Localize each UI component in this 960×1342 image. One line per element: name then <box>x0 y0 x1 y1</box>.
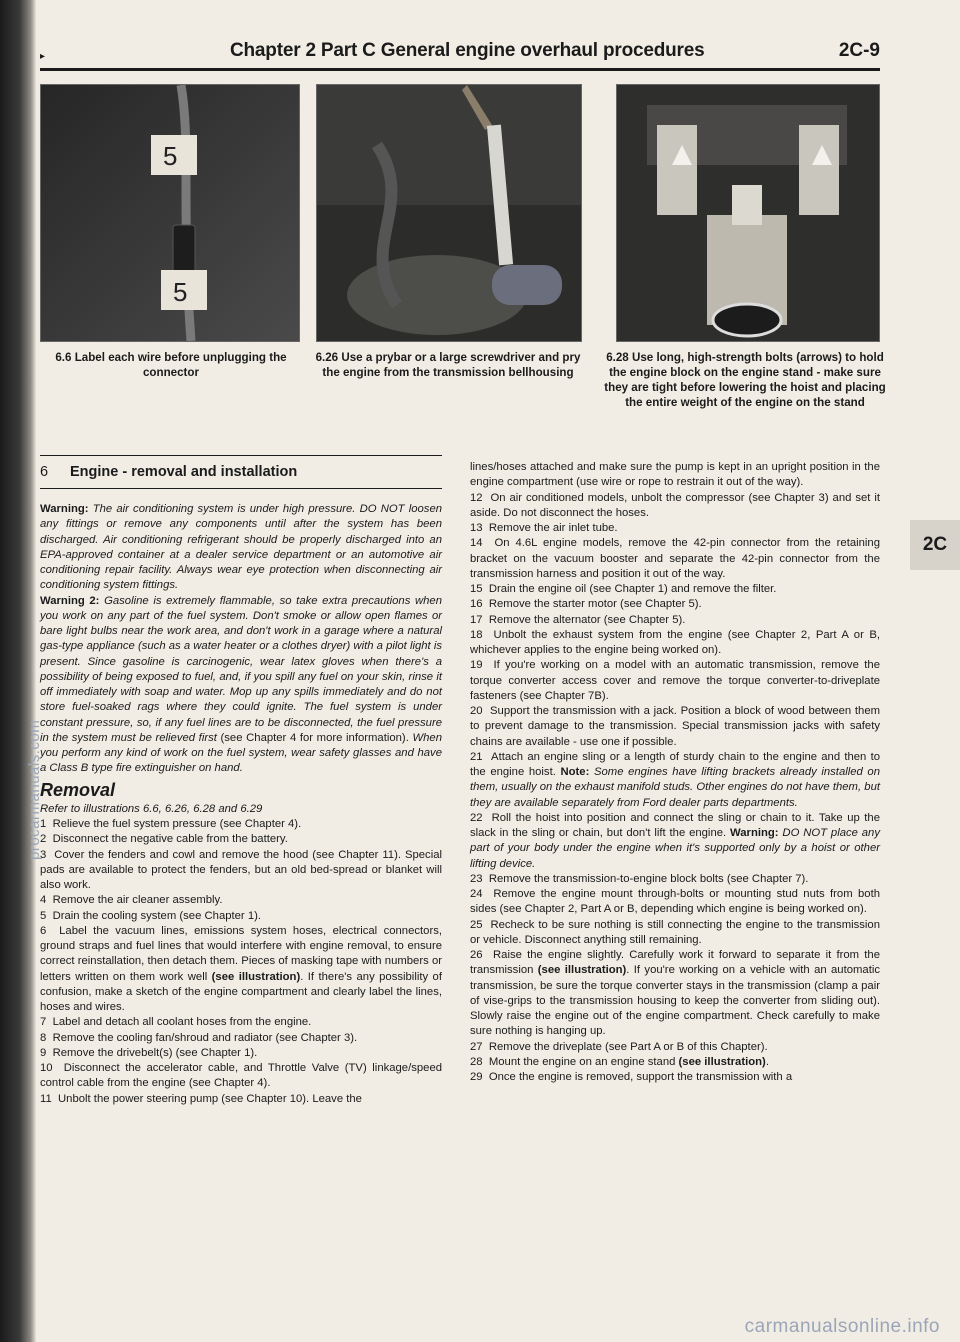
step-number: 19 <box>470 659 494 672</box>
step-19 <box>470 658 880 704</box>
step-number: 28 <box>470 1055 489 1068</box>
step-number: 20 <box>470 705 491 717</box>
step-9 <box>40 1046 442 1061</box>
step-text: Label and detach all coolant hoses from the engine. <box>52 1016 312 1029</box>
step-text: On air conditioned models, unbolt the compressor (see Chapter 3) and set it aside. Do not disconnect the hoses. <box>470 491 880 519</box>
warning-1-text: The air conditioning system is under high pressure. DO NOT loosen any fittings or remove any components until after the system has been discharged. Air conditioning refrigerant should be properly discharged into an EPA-approved container at a dealer service department or an automotive air conditioning repair facility. Always wear eye protection when disconnecting air conditioning system fittings. <box>40 503 443 592</box>
step-number: 1 <box>40 818 53 830</box>
step-text: Label the vacuum lines, emissions system hoses, electrical connectors, ground straps and fuel lines that would interfere with engine removal, to ensure correct reinstallation, then detach them. Pieces of masking tape with numbers or letters written on them work well <box>40 924 442 983</box>
warning-1 <box>40 502 442 594</box>
step-italic: DO NOT place any part of your body under the engine when it's supported only by a hoist or other lifting device. <box>470 827 880 870</box>
step-number: 8 <box>40 1031 53 1044</box>
section-number: 6 <box>40 464 49 480</box>
step-10 <box>40 1061 442 1092</box>
step-number: 18 <box>470 628 494 641</box>
step-16 <box>470 597 880 612</box>
step-25 <box>470 918 880 949</box>
step-28 <box>470 1055 880 1070</box>
step-number: 22 <box>470 811 492 824</box>
step-text: Support the transmission with a jack. Position a block of wood between them to prevent damage to the transmission. Special transmission jacks with safety chains are available - use one if possible. <box>470 705 881 748</box>
wire-label-2: 5 <box>173 277 188 307</box>
step-number: 29 <box>470 1071 489 1083</box>
step-text: Relieve the fuel system pressure (see Chapter 4). <box>52 818 302 830</box>
step-number: 16 <box>470 598 489 611</box>
step-text: Cover the fenders and cowl and remove the hood (see Chapter 11). Special pads are available to protect the fenders, but an old bed-spread or blanket will also work. <box>40 848 442 891</box>
figure-6-6-photo <box>40 84 300 342</box>
step-italic: Some engines have lifting brackets already installed on them, usually on the exhaust manifold studs. Other engines do not have them, but they are available separately from Ford dealer parts departments. <box>470 766 880 809</box>
step-number: 11 <box>40 1092 59 1105</box>
step-2 <box>40 832 442 847</box>
step-number: 13 <box>470 522 489 534</box>
step-number: 7 <box>40 1016 53 1029</box>
right-continuation: lines/hoses attached and make sure the pump is kept in an upright position in the engine compartment (use wire or rope to restrain it out of the way). <box>470 461 880 489</box>
step-14 <box>470 536 880 582</box>
step-number: 12 <box>470 491 491 504</box>
step-23 <box>470 872 880 887</box>
step-number: 14 <box>470 537 495 550</box>
step-number: 3 <box>40 848 55 861</box>
step-text: Recheck to be sure nothing is still connecting the engine to the transmission or vehicle. Disconnect anything still remaining. <box>470 918 881 946</box>
removal-refer: Refer to illustrations 6.6, 6.26, 6.28 and 6.29 <box>40 802 263 815</box>
warning-2 <box>40 594 442 777</box>
step-1 <box>40 817 442 832</box>
warning-1-label: Warning: <box>40 503 89 515</box>
section-title: Engine - removal and installation <box>70 464 298 480</box>
step-4 <box>40 893 442 908</box>
step-after: . <box>765 1055 769 1068</box>
step-number: 25 <box>470 918 491 931</box>
step-12 <box>470 491 880 522</box>
step-number: 15 <box>470 583 489 595</box>
step-bold: Note: <box>560 766 590 778</box>
step-number: 26 <box>470 949 493 961</box>
header-arrow: ▸ <box>40 51 46 62</box>
step-text: Disconnect the accelerator cable, and Throttle Valve (TV) linkage/speed control cable from the engine (see Chapter 4). <box>40 1062 443 1090</box>
step-6 <box>40 924 442 1016</box>
step-21 <box>470 750 880 811</box>
removal-steps-right <box>470 491 880 1086</box>
step-text: Remove the air cleaner assembly. <box>52 894 223 907</box>
figure-6-26-photo <box>316 84 582 342</box>
step-15 <box>470 582 880 597</box>
step-text: Remove the transmission-to-engine block bolts (see Chapter 7). <box>488 872 809 885</box>
step-20 <box>470 704 880 750</box>
step-13 <box>470 521 880 536</box>
step-18 <box>470 628 880 659</box>
step-after: . If there's any possibility of confusion, make a sketch of the engine compartment and clearly label the lines, hoses and wires. <box>40 970 442 1013</box>
step-number: 17 <box>470 613 489 626</box>
step-bold: (see illustration) <box>211 970 301 983</box>
step-text: Remove the starter motor (see Chapter 5). <box>488 598 702 611</box>
step-after: . If you're working on a vehicle with an automatic transmission, be sure the torque converter stays in the transmission (clamp a pair of vise-grips to the transmission housing to keep the converter from sliding out). Slowly raise the engine out of the engine compartment. Check carefully to make sure nothing is hanging up. <box>470 964 880 1038</box>
step-text: Drain the engine oil (see Chapter 1) and remove the filter. <box>488 583 777 595</box>
step-text: Remove the air inlet tube. <box>488 522 618 534</box>
header-rule <box>40 68 880 71</box>
step-22 <box>470 811 880 872</box>
step-text: Remove the cooling fan/shroud and radiator (see Chapter 3). <box>52 1031 358 1044</box>
left-column <box>40 502 442 1107</box>
step-number: 24 <box>470 888 494 900</box>
step-number: 2 <box>40 833 53 846</box>
step-text: If you're working on a model with an automatic transmission, remove the torque converter access cover and remove the torque converter-to-driveplate fasteners (see Chapter 7B). <box>470 659 880 702</box>
step-text: Mount the engine on an engine stand <box>488 1055 676 1068</box>
step-number: 27 <box>470 1040 489 1053</box>
step-bold: (see illustration) <box>678 1055 766 1068</box>
removal-heading: Removal <box>40 779 116 800</box>
page-number: 2C-9 <box>838 40 880 61</box>
step-27 <box>470 1040 880 1055</box>
step-text: Unbolt the power steering pump (see Chapter 10). Leave the <box>58 1092 362 1105</box>
step-number: 21 <box>470 750 492 763</box>
step-number: 5 <box>40 909 53 922</box>
chapter-side-tab: 2C <box>910 520 960 570</box>
step-text: Raise the engine slightly. Carefully work it forward to separate it from the transmission <box>470 949 880 977</box>
step-number: 9 <box>40 1046 53 1059</box>
page-title: Chapter 2 Part C General engine overhaul procedures <box>230 40 705 61</box>
wire-label-1: 5 <box>163 141 178 171</box>
step-text: Disconnect the negative cable from the battery. <box>52 833 288 846</box>
step-5 <box>40 909 442 924</box>
step-number: 23 <box>470 872 489 885</box>
step-text: Remove the drivebelt(s) (see Chapter 1). <box>52 1046 258 1059</box>
watermark-left: procarmanuals.com <box>26 719 43 860</box>
figure-6-26-caption: 6.26 Use a prybar or a large screwdriver and pry the engine from the transmission bellhousing <box>315 351 581 379</box>
step-text: On 4.6L engine models, remove the 42-pin connector from the retaining bracket on the vacuum booster and separate the 42-pin connector from the transmission harness and position it out of the way. <box>470 537 880 580</box>
removal-steps-left <box>40 817 442 1107</box>
warning-2-label: Warning 2: <box>40 594 100 607</box>
figure-6-28-photo <box>616 84 880 342</box>
right-column <box>470 460 880 1085</box>
step-7 <box>40 1015 442 1030</box>
step-26 <box>470 948 880 1040</box>
warning-2-text2: When you perform any kind of work on the fuel system, wear safety glasses and have a Class B type fire extinguisher on hand. <box>40 731 442 775</box>
step-11 <box>40 1092 442 1107</box>
step-8 <box>40 1031 442 1046</box>
section-heading <box>40 455 442 489</box>
step-bold: Warning: <box>730 827 779 839</box>
step-text: Unbolt the exhaust system from the engine (see Chapter 2, Part A or B, whichever applies to the engine being worked on). <box>470 628 880 656</box>
step-number: 10 <box>40 1062 64 1074</box>
step-text: Once the engine is removed, support the transmission with a <box>488 1071 793 1083</box>
warning-2-tail: (see Chapter 4 for more information). <box>220 731 409 744</box>
step-number: 4 <box>40 894 53 907</box>
step-number: 6 <box>40 924 60 937</box>
step-17 <box>470 613 880 628</box>
page-header <box>40 38 880 68</box>
step-text: Attach an engine sling or a length of sturdy chain to the engine and then to the engine hoist. <box>470 750 880 778</box>
watermark-bottom: carmanualsonline.info <box>744 1316 940 1337</box>
step-29 <box>470 1070 880 1085</box>
step-text: Roll the hoist into position and connect the sling or chain to it. Take up the slack in the sling or chain, but don't lift the engine. <box>470 811 880 839</box>
step-text: Drain the cooling system (see Chapter 1). <box>52 909 262 922</box>
step-text: Remove the alternator (see Chapter 5). <box>488 613 686 626</box>
step-3 <box>40 848 442 894</box>
step-bold: (see illustration) <box>537 964 627 977</box>
figure-6-28-caption: 6.28 Use long, high-strength bolts (arrows) to hold the engine block on the engine stand - make sure they are tight before lowering the hoist and placing the entire weight of the engine on the stand <box>604 351 886 409</box>
step-24 <box>470 887 880 918</box>
warning-2-text: Gasoline is extremely flammable, so take extra precautions when you work on any part of the fuel system. Don't smoke or allow open flames or bare light bulbs near the work area, and don't work in a garage where a natural gas-type appliance (such as a water heater or a clothes dryer) with a pilot light is present. Since gasoline is carcinogenic, wear latex gloves when there's a possibility of being exposed to fuel, and, if you spill any fuel on your skin, rinse it off immediately with soap and water. Mop up any spills immediately and do not store fuel-soaked rags where they could ignite. The fuel system is under constant pressure, so, if any fuel lines are to be disconnected, the fuel pressure in the system must be relieved first <box>40 594 442 744</box>
step-text: Remove the engine mount through-bolts or mounting stud nuts from both sides (see Chapter 2, Part A or B, depending which engine is being worked on). <box>470 888 880 916</box>
step-text: Remove the driveplate (see Part A or B of this Chapter). <box>488 1040 768 1053</box>
figure-6-6-caption: 6.6 Label each wire before unplugging the connector <box>55 351 287 379</box>
